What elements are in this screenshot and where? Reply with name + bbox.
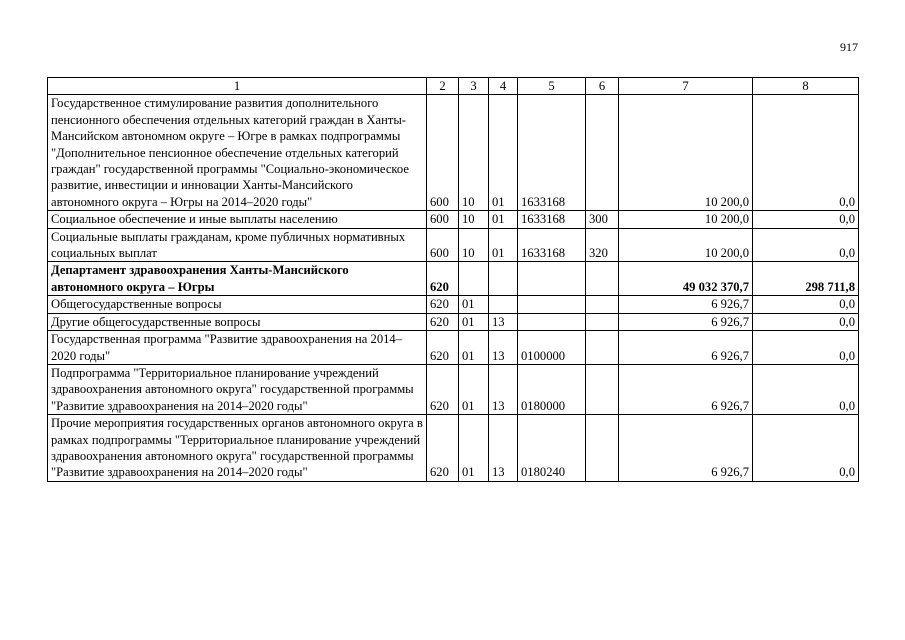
- column-header-1: 1: [48, 78, 427, 95]
- row-expense-type: [586, 313, 619, 330]
- row-subvention-amount: 298 711,8: [753, 262, 859, 296]
- row-amount: 49 032 370,7: [619, 262, 753, 296]
- row-section-code: 10: [459, 228, 489, 262]
- row-expense-type: [586, 415, 619, 482]
- row-ministry-code: 620: [427, 313, 459, 330]
- row-ministry-code: 620: [427, 331, 459, 365]
- row-expense-type: [586, 331, 619, 365]
- row-name: Государственное стимулирование развития дополнительного пенсионного обеспечения отдельных категорий граждан в Ханты-Мансийском автономном округе – Югре в рамках подпрограммы "Дополнительное пенсионное обеспечение отдельных категорий граждан" государственной программы "Социально-экономическое развитие, инвестиции и инновации Ханты-Мансийского автономного округа – Югры на 2014–2020 годы": [48, 95, 427, 211]
- table-row: [48, 331, 859, 365]
- column-header-2: 2: [427, 78, 459, 95]
- table-row: [48, 313, 859, 330]
- row-expense-type: [586, 95, 619, 211]
- row-expense-type: 320: [586, 228, 619, 262]
- row-expense-type: 300: [586, 211, 619, 228]
- row-subvention-amount: 0,0: [753, 296, 859, 313]
- row-ministry-code: 600: [427, 228, 459, 262]
- row-amount: 6 926,7: [619, 364, 753, 414]
- row-name: Прочие мероприятия государственных органов автономного округа в рамках подпрограммы "Территориальное планирование учреждений здравоохранения автономного округа" государственной программы "Развитие здравоохранения на 2014–2020 годы": [48, 415, 427, 482]
- table-row: [48, 95, 859, 211]
- row-ministry-code: 600: [427, 95, 459, 211]
- row-ministry-code: 620: [427, 296, 459, 313]
- row-amount: 10 200,0: [619, 95, 753, 211]
- page-number: 917: [840, 40, 858, 54]
- row-amount: 6 926,7: [619, 415, 753, 482]
- column-header-4: 4: [489, 78, 518, 95]
- column-header-3: 3: [459, 78, 489, 95]
- column-header-5: 5: [518, 78, 586, 95]
- row-subsection-code: 01: [489, 95, 518, 211]
- row-target-code: 1633168: [518, 95, 586, 211]
- row-target-code: 0100000: [518, 331, 586, 365]
- row-ministry-code: 620: [427, 415, 459, 482]
- column-header-8: 8: [753, 78, 859, 95]
- row-target-code: 1633168: [518, 228, 586, 262]
- row-name: Другие общегосударственные вопросы: [48, 313, 427, 330]
- row-name: Подпрограмма "Территориальное планирование учреждений здравоохранения автономного округа" государственной программы "Развитие здравоохранения на 2014–2020 годы": [48, 364, 427, 414]
- row-target-code: 0180000: [518, 364, 586, 414]
- table-row: [48, 296, 859, 313]
- budget-table: [47, 77, 859, 482]
- table-body: [48, 95, 859, 481]
- row-target-code: 1633168: [518, 211, 586, 228]
- row-subsection-code: 13: [489, 313, 518, 330]
- row-ministry-code: 620: [427, 262, 459, 296]
- row-amount: 6 926,7: [619, 331, 753, 365]
- row-section-code: 01: [459, 331, 489, 365]
- row-subsection-code: [489, 296, 518, 313]
- row-target-code: 0180240: [518, 415, 586, 482]
- table-row: [48, 211, 859, 228]
- row-ministry-code: 600: [427, 211, 459, 228]
- row-name: Государственная программа "Развитие здравоохранения на 2014–2020 годы": [48, 331, 427, 365]
- table-row: [48, 262, 859, 296]
- row-target-code: [518, 262, 586, 296]
- row-section-code: 01: [459, 364, 489, 414]
- row-subvention-amount: 0,0: [753, 95, 859, 211]
- row-amount: 6 926,7: [619, 313, 753, 330]
- table-row: [48, 228, 859, 262]
- row-name: Департамент здравоохранения Ханты-Мансийского автономного округа – Югры: [48, 262, 427, 296]
- row-subsection-code: 13: [489, 331, 518, 365]
- row-name: Социальное обеспечение и иные выплаты населению: [48, 211, 427, 228]
- row-section-code: [459, 262, 489, 296]
- row-amount: 6 926,7: [619, 296, 753, 313]
- row-subsection-code: 13: [489, 364, 518, 414]
- table-row: [48, 364, 859, 414]
- row-subvention-amount: 0,0: [753, 415, 859, 482]
- row-target-code: [518, 313, 586, 330]
- row-subvention-amount: 0,0: [753, 364, 859, 414]
- row-section-code: 01: [459, 415, 489, 482]
- column-header-7: 7: [619, 78, 753, 95]
- row-expense-type: [586, 364, 619, 414]
- row-subsection-code: [489, 262, 518, 296]
- row-expense-type: [586, 262, 619, 296]
- row-subvention-amount: 0,0: [753, 313, 859, 330]
- row-ministry-code: 620: [427, 364, 459, 414]
- row-subsection-code: 13: [489, 415, 518, 482]
- column-header-6: 6: [586, 78, 619, 95]
- row-section-code: 01: [459, 313, 489, 330]
- row-section-code: 01: [459, 296, 489, 313]
- row-subvention-amount: 0,0: [753, 228, 859, 262]
- row-name: Общегосударственные вопросы: [48, 296, 427, 313]
- row-section-code: 10: [459, 95, 489, 211]
- row-subvention-amount: 0,0: [753, 211, 859, 228]
- row-name: Социальные выплаты гражданам, кроме публичных нормативных социальных выплат: [48, 228, 427, 262]
- row-amount: 10 200,0: [619, 228, 753, 262]
- row-target-code: [518, 296, 586, 313]
- row-expense-type: [586, 296, 619, 313]
- row-amount: 10 200,0: [619, 211, 753, 228]
- table-row: [48, 415, 859, 482]
- row-subsection-code: 01: [489, 211, 518, 228]
- row-subvention-amount: 0,0: [753, 331, 859, 365]
- row-section-code: 10: [459, 211, 489, 228]
- row-subsection-code: 01: [489, 228, 518, 262]
- header-row: [48, 78, 859, 95]
